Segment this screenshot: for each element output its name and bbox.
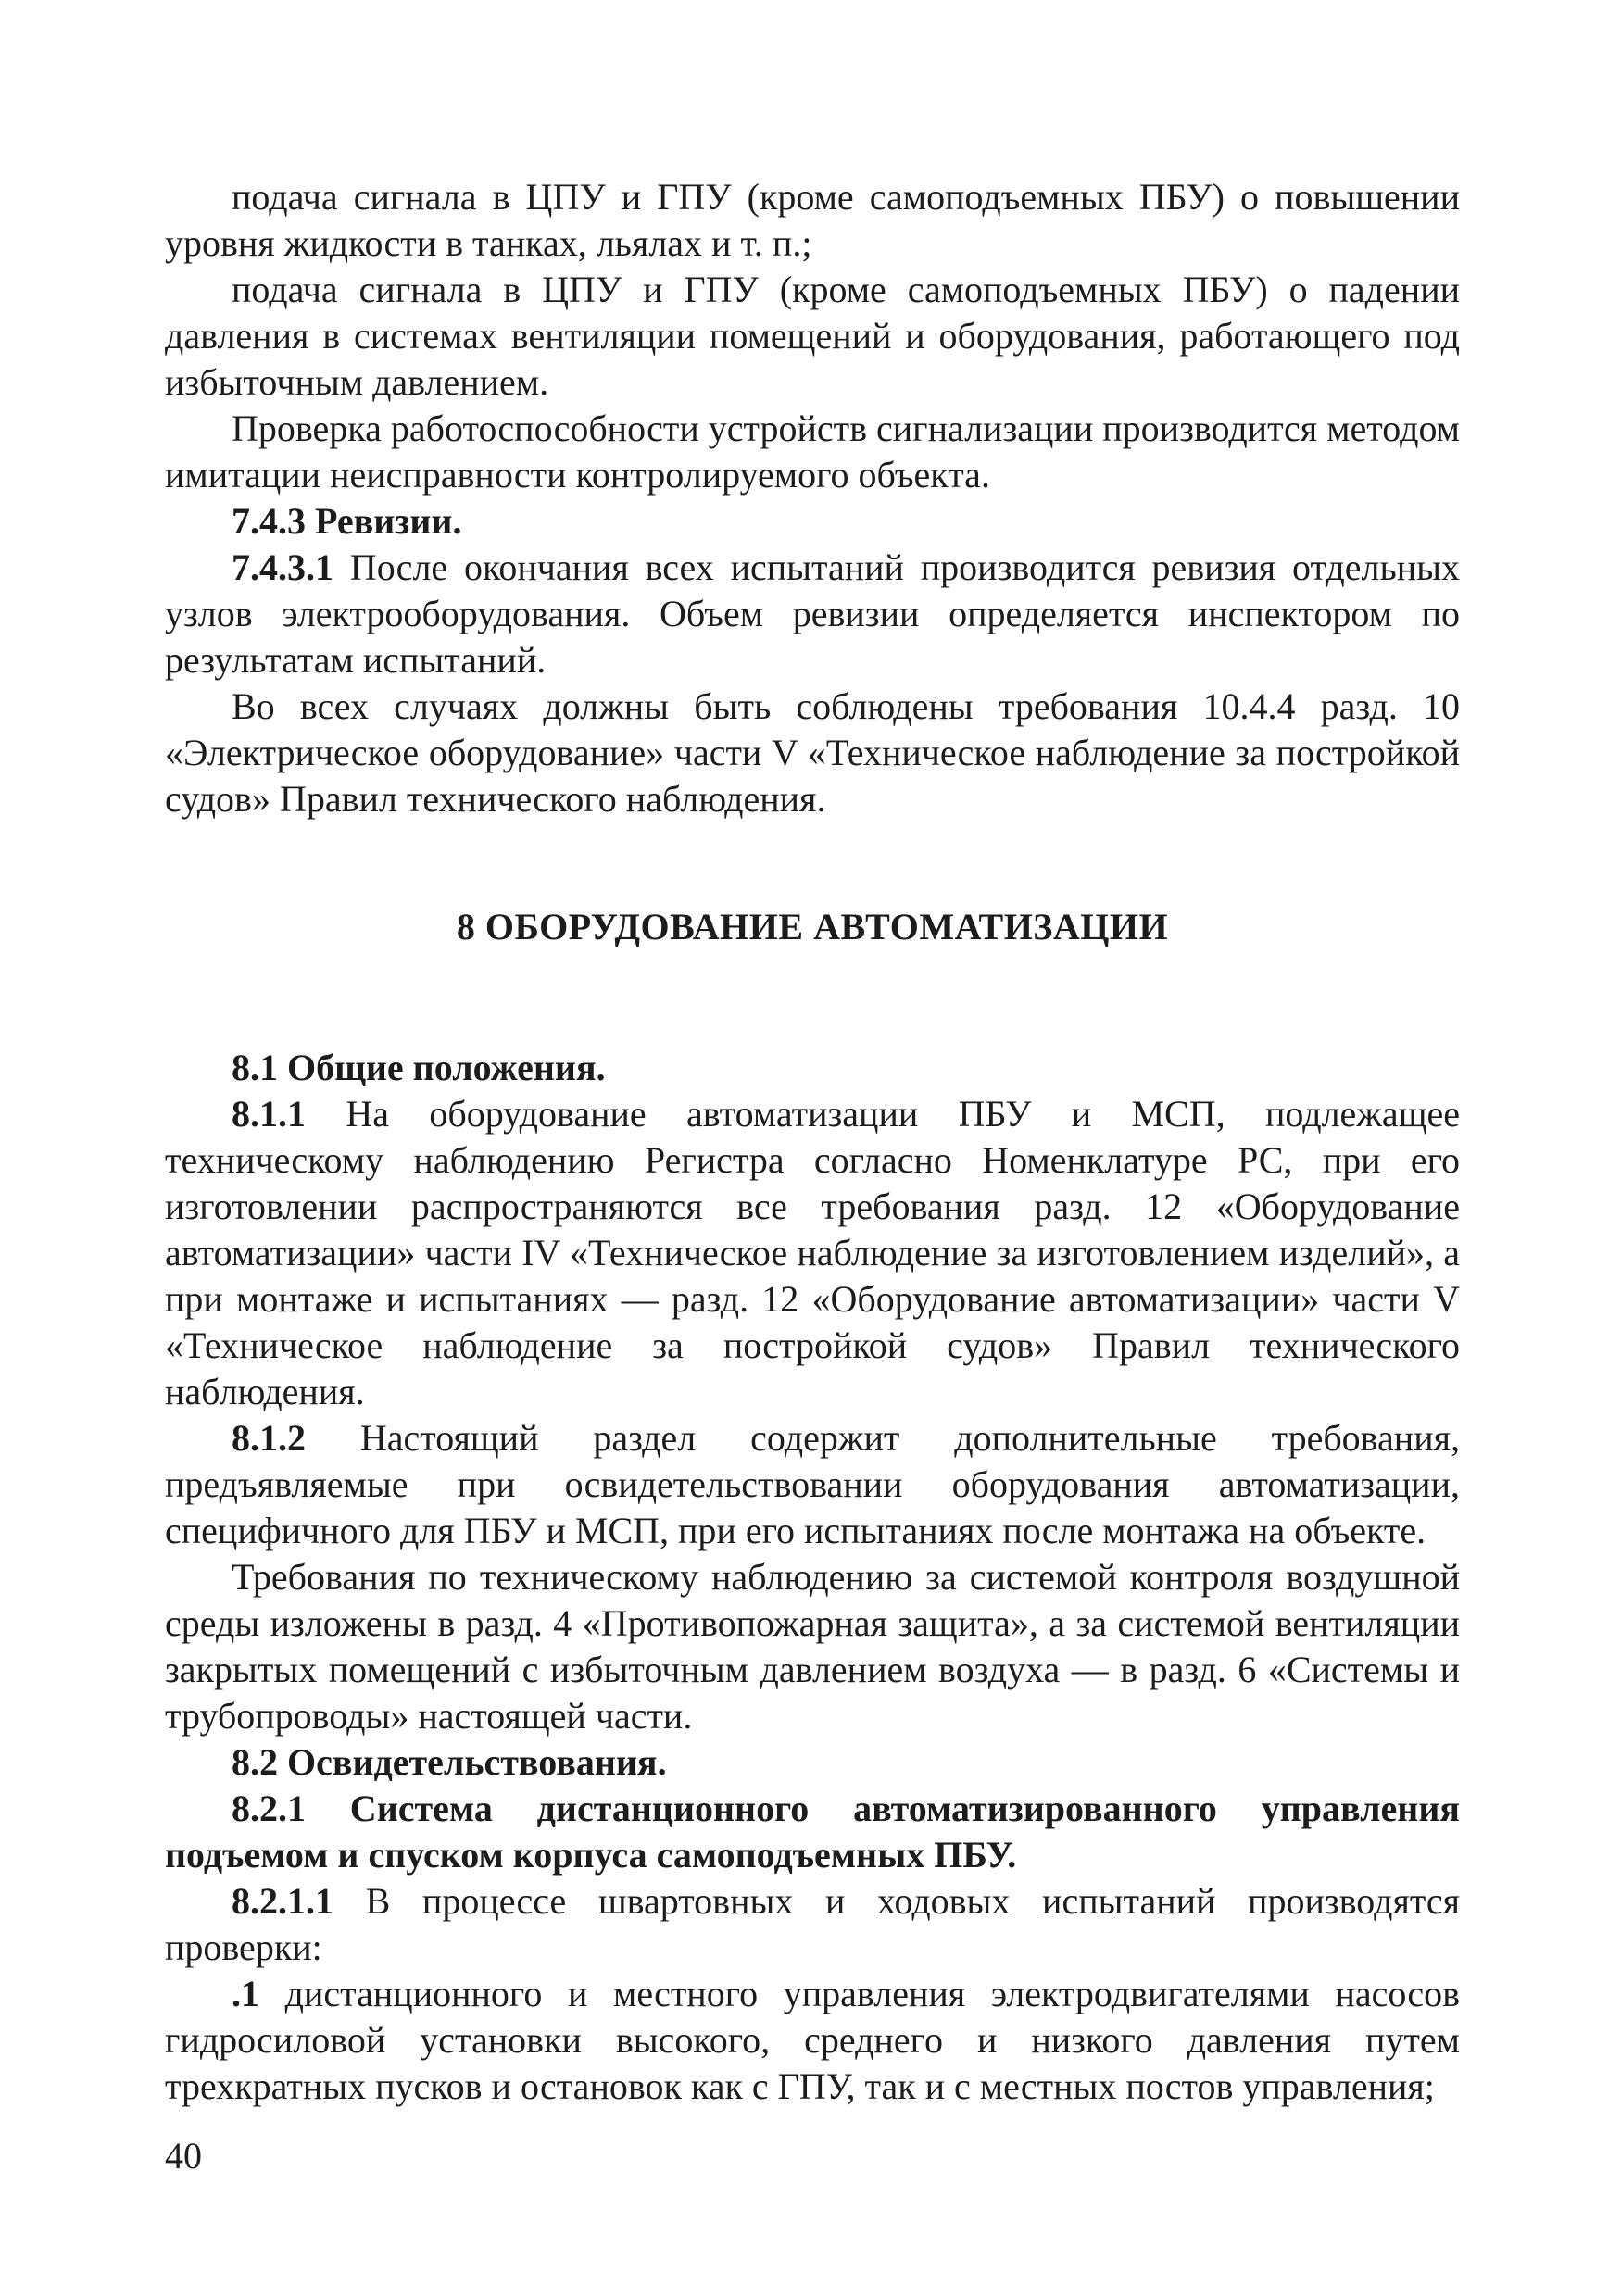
subsection-title-8-1: 8.1 Общие положения. bbox=[232, 1047, 606, 1088]
page-number: 40 bbox=[165, 2135, 202, 2177]
clause-8-2-1-1 bbox=[165, 1878, 1460, 1971]
subsection-title-7-4-3: 7.4.3 Ревизии. bbox=[232, 500, 462, 542]
list-item-number: .1 bbox=[232, 1973, 259, 2014]
clause-number: 8.1.2 bbox=[232, 1417, 306, 1459]
list-item-text: дистанционного и местного управления электродвигателями насосов гидросиловой установки высокого, среднего и низкого давления путем трехкратных пусков и остановок как с ГПУ, так и с местных постов управления; bbox=[165, 1973, 1460, 2107]
paragraph-signal-liquid-level: подача сигнала в ЦПУ и ГПУ (кроме самоподъемных ПБУ) о повышении уровня жидкости в танках, льялах и т. п.; bbox=[165, 176, 1460, 264]
clause-text: В процессе швартовных и ходовых испытаний производятся проверки: bbox=[165, 1880, 1460, 1968]
clause-text: После окончания всех испытаний производится ревизия отдельных узлов электрооборудования. Объем ревизии определяется инспектором по результатам испытаний. bbox=[165, 546, 1460, 681]
paragraph-signal-pressure-drop: подача сигнала в ЦПУ и ГПУ (кроме самоподъемных ПБУ) о падении давления в системах вентиляции помещений и оборудования, работающего под избыточным давлением. bbox=[165, 269, 1460, 403]
subsection-title-8-2-1: 8.2.1 Система дистанционного автоматизированного управления подъемом и спуском корпуса самоподъемных ПБУ. bbox=[165, 1788, 1460, 1876]
clause-number: 7.4.3.1 bbox=[232, 546, 333, 588]
clause-number: 8.1.1 bbox=[232, 1093, 306, 1135]
subsection-title-8-2: 8.2 Освидетельствования. bbox=[232, 1741, 667, 1783]
clause-8-1-1 bbox=[165, 1091, 1460, 1415]
clause-number: 8.2.1.1 bbox=[232, 1880, 333, 1922]
paragraph-signal-check: Проверка работоспособности устройств сигнализации производится методом имитации неисправности контролируемого объекта. bbox=[165, 408, 1460, 496]
paragraph-air-monitoring: Требования по техническому наблюдению за системой контроля воздушной среды изложены в разд. 4 «Противопожарная защита», а за системой вентиляции закрытых помещений с избыточным давлением воздуха — в разд. 6 «Системы и трубопроводы» настоящей части. bbox=[165, 1556, 1460, 1737]
list-item-1 bbox=[165, 1971, 1460, 2110]
paragraph-requirements-10-4-4: Во всех случаях должны быть соблюдены требования 10.4.4 разд. 10 «Электрическое оборудование» части V «Техническое наблюдение за постройкой судов» Правил технического наблюдения. bbox=[165, 685, 1460, 820]
section-heading-8: 8 ОБОРУДОВАНИЕ АВТОМАТИЗАЦИИ bbox=[456, 906, 1169, 947]
clause-7-4-3-1 bbox=[165, 545, 1460, 684]
document-page bbox=[165, 174, 1460, 2110]
clause-8-1-2 bbox=[165, 1415, 1460, 1554]
clause-text: Настоящий раздел содержит дополнительные требования, предъявляемые при освидетельствовании оборудования автоматизации, специфичного для ПБУ и МСП, при его испытаниях после монтажа на объекте. bbox=[165, 1417, 1460, 1551]
clause-text: На оборудование автоматизации ПБУ и МСП, подлежащее техническому наблюдению Регистра согласно Номенклатуре РС, при его изготовлении распространяются все требования разд. 12 «Оборудование автоматизации» части IV «Техническое наблюдение за изготовлением изделий», а при монтаже и испытаниях — разд. 12 «Оборудование автоматизации» части V «Техническое наблюдение за постройкой судов» Правил технического наблюдения. bbox=[165, 1093, 1460, 1412]
